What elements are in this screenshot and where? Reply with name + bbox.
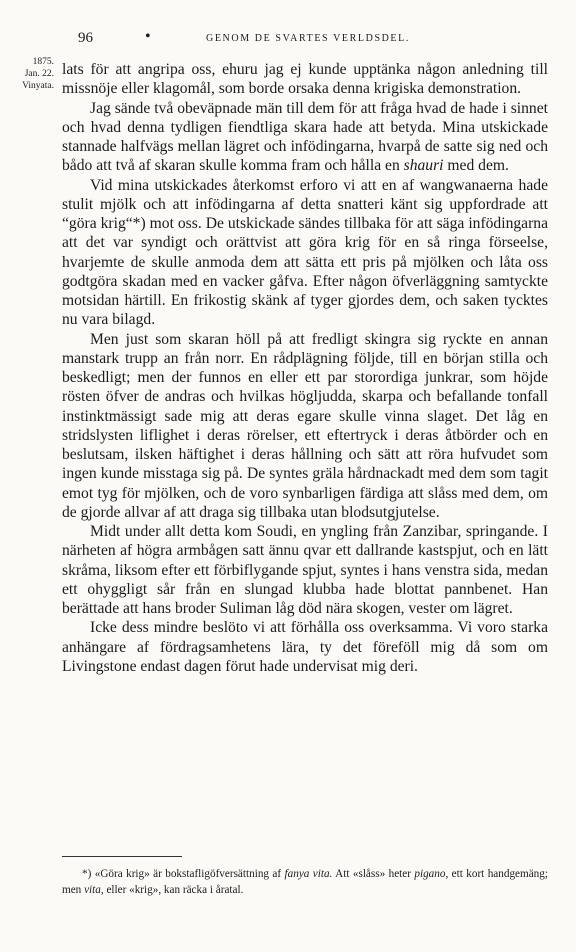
- footnote-emphasis: vita,: [84, 884, 104, 896]
- margin-note-date: Jan. 22.: [24, 69, 54, 79]
- footnote-part: Att «slåss» heter: [332, 868, 415, 880]
- paragraph: Midt under allt detta kom Soudi, en yngling från Zanzibar, springande. I närheten af högra armbågen satt ännu qvar ett dallrande kastspjut, och en lätt skråma, liksom efter ett förbiflygande spjut, syntes i hans venstra sida, medan ett ohyggligt sår från en slungad klubba hade blottat pannbenet. Han berättade att hans broder Suliman låg död nära skogen, vester om lägret.: [62, 523, 548, 617]
- paragraph-text: med dem.: [443, 157, 509, 175]
- margin-note-year: 1875.: [32, 57, 54, 67]
- footnote: [62, 866, 548, 898]
- running-title: GENOM DE SVARTES VERLDSDEL.: [206, 33, 410, 44]
- header-dot: •: [145, 28, 151, 45]
- footnote-emphasis: pigano,: [414, 868, 449, 880]
- paragraph-text: Jag sände två obeväpnade män till dem för att fråga hvad de hade i sinnet och hvad denna tydligen fiendtliga skara hade att betyda. Mina utskickade stannade halfvägs mellan lägret och infödingarna, hvarpå de satte sig ned och bådo att två af skaran skulle komma fram och hålla en: [62, 99, 548, 175]
- margin-note-place: Vinyata.: [22, 81, 54, 91]
- footnote-rule: [62, 856, 182, 857]
- paragraph: [62, 99, 548, 176]
- footnote-text: [62, 866, 548, 898]
- margin-note: [2, 56, 54, 92]
- body-text: [62, 60, 548, 676]
- footnote-part: eller «krig», kan räcka i åratal.: [103, 884, 244, 896]
- footnote-part: *) «Göra krig» är bokstafligöfversättning af: [82, 868, 285, 880]
- paragraph: Men just som skaran höll på att fredligt skingra sig ryckte en annan manstark trupp an från norr. En rådplägning följde, till en början stilla och beskedligt; men der funnos en eller ett par storordiga junkrar, som höjde rösten öfver de andras och hvilkas högljudda, skarpa och befallande tonfall instinktmässigt sade mig att deras egare skulle vinna slaget. Det låg en stridslysten liflighet i deras rörelser, ett eftertryck i deras åtbörder och en beslutsam, ilsken häftighet i deras hållning och sätt att röra hufvudet som ingen kunde misstaga sig på. De syntes gräla hårdnackadt med dem som tagit emot tyg för mjölken, och de voro synbarligen färdiga att slåss med dem, om de gjorde allvar af att draga sig tillbaka utan blodsutgjutelse.: [62, 330, 548, 521]
- paragraph: lats för att angripa oss, ehuru jag ej kunde upptänka någon anledning till missnöje eller klagomål, som borde orsaka denna krigiska demonstration.: [62, 61, 548, 98]
- paragraph: Icke dess mindre beslöto vi att förhålla oss overksamma. Vi voro starka anhängare af fördragsamhetens lära, ty det föreföll mig då som om Livingstone endast dagen förut hade undervisat mig deri.: [62, 619, 548, 675]
- footnote-part: ett kort handgemäng; men: [62, 868, 548, 896]
- paragraph-emphasis: shauri: [403, 157, 444, 175]
- page-number: 96: [78, 30, 93, 46]
- page-header: [0, 30, 576, 50]
- paragraph: Vid mina utskickades återkomst erforo vi att en af wangwanaerna hade stulit mjölk och att infödingarna af detta snatteri känt sig uppfordrade att “göra krig“*) mot oss. De utskickade sändes tillbaka för att säga infödingarna att det var syndigt och orättvist att göra krig för en så ringa förseelse, hvarjemte de skulle anmoda dem att sätta ett pris på mjölken och låta oss godtgöra skadan med en vacker gåfva. Efter någon öfverläggning samtyckte motsidan härtill. En frikostig skänk af tyger gjordes dem, och saken tycktes nu vara bilagd.: [62, 176, 548, 329]
- footnote-emphasis: fanya vita.: [284, 868, 333, 880]
